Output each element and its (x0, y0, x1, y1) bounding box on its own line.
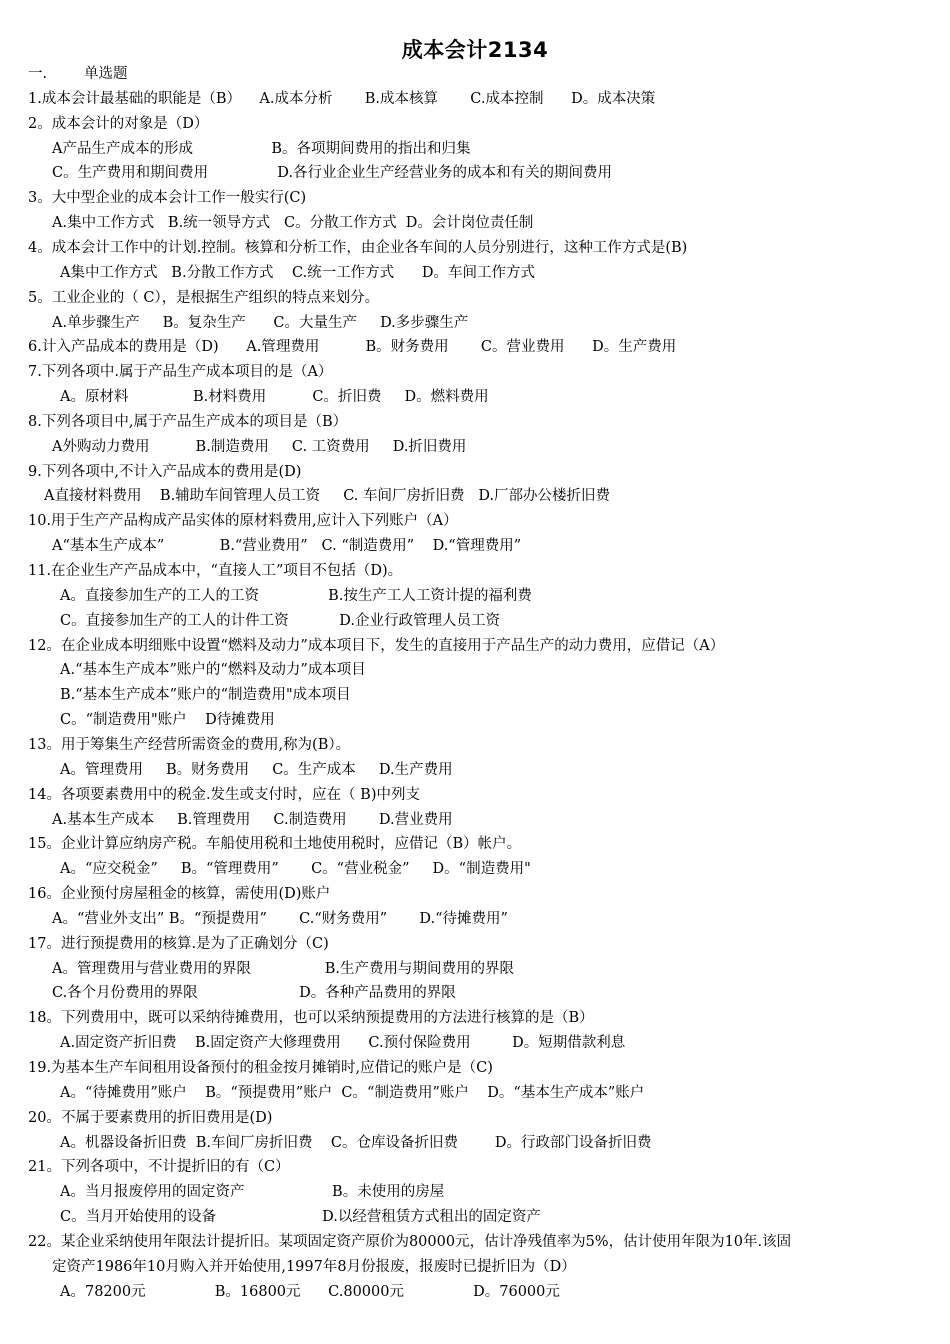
question-line: 14。各项要素费用中的税金.发生或支付时，应在（ B)中列支 (28, 786, 420, 803)
question-line: A集中工作方式 B.分散工作方式 C.统一工作方式 D。车间工作方式 (60, 264, 535, 281)
question-line: 3。大中型企业的成本会计工作一般实行(C) (28, 190, 307, 207)
question-line: A.“基本生产成本”账户的“燃料及动力”成本项目 (60, 662, 366, 679)
question-line: A。“应交税金” B。“管理费用” C。“营业税金” D。“制造费用" (60, 861, 531, 878)
question-line: 15。企业计算应纳房产税。车船使用税和土地使用税时，应借记（B）帐户。 (28, 836, 522, 853)
question-line: A。当月报废停用的固定资产 B。未使用的房屋 (60, 1184, 445, 1201)
question-line: 6.计入产品成本的费用是（D) A.管理费用 B。财务费用 C。营业费用 D。生产费用 (28, 339, 677, 356)
question-line: C。“制造费用"账户 D待摊费用 (60, 712, 275, 729)
question-line: C。生产费用和期间费用 D.各行业企业生产经营业务的成本和有关的期间费用 (52, 165, 612, 182)
question-line: A。78200元 B。16800元 C.80000元 D。76000元 (60, 1283, 560, 1300)
question-line: A.固定资产折旧费 B.固定资产大修理费用 C.预付保险费用 D。短期借款利息 (60, 1035, 626, 1052)
question-line: 17。进行预提费用的核算.是为了正确划分（C) (28, 935, 329, 952)
question-line: 11.在企业生产产品成本中，“直接人工”项目不包括（D)。 (28, 563, 403, 579)
question-line: 5。工业企业的（ C），是根据生产组织的特点来划分。 (28, 289, 380, 306)
question-line: A。机器设备折旧费 B.车间厂房折旧费 C。仓库设备折旧费 D。行政部门设备折旧费 (60, 1134, 652, 1151)
question-line: 2。成本会计的对象是（D） (28, 115, 209, 132)
question-line: 7.下列各项中.属于产品生产成本项目的是（A） (28, 364, 333, 381)
question-line: 8.下列各项目中,属于产品生产成本的项目是（B） (28, 413, 348, 430)
question-line: 16。企业预付房屋租金的核算，需使用(D)账户 (28, 886, 331, 903)
question-line: 1.成本会计最基础的职能是（B） A.成本分析 B.成本核算 C.成本控制 D。成本决策 (28, 90, 656, 107)
question-line: 13。用于筹集生产经营所需资金的费用,称为(B）。 (28, 736, 351, 753)
question-line: A.集中工作方式 B.统一领导方式 C。分散工作方式 D。会计岗位责任制 (52, 215, 534, 232)
question-line: A。管理费用 B。财务费用 C。生产成本 D.生产费用 (60, 761, 453, 778)
question-line: 21。下列各项中，不计提折旧的有（C） (28, 1159, 290, 1176)
question-line: A。直接参加生产的工人的工资 B.按生产工人工资计提的福利费 (60, 587, 532, 604)
question-line: 4。成本会计工作中的计划.控制。核算和分析工作，由企业各车间的人员分别进行，这种工作方式是(B) (28, 239, 688, 256)
question-line: 20。不属于要素费用的折旧费用是(D) (28, 1109, 273, 1126)
question-line: A外购动力费用 B.制造费用 C. 工资费用 D.折旧费用 (52, 438, 467, 455)
question-line: A。“待摊费用”账户 B。“预提费用”账户 C。“制造费用”账户 D。“基本生产成本”账户 (60, 1084, 645, 1101)
question-line: C.各个月份费用的界限 D。各种产品费用的界限 (52, 985, 456, 1002)
question-line: A。“营业外支出” B。“预提费用” C.“财务费用” D.“待摊费用” (52, 910, 508, 927)
question-line: 19.为基本生产车间租用设备预付的租金按月摊销时,应借记的账户是（C) (28, 1060, 493, 1076)
question-line: C。当月开始使用的设备 D.以经营租赁方式租出的固定资产 (60, 1209, 541, 1226)
question-line: 12。在企业成本明细账中设置“燃料及动力”成本项目下，发生的直接用于产品生产的动力费用，应借记（A） (28, 637, 725, 654)
question-line: A“基本生产成本” B.“营业费用” C. “制造费用” D.“管理费用” (52, 538, 522, 555)
section-heading: 一. 单选题 (28, 66, 128, 82)
question-line: A产品生产成本的形成 B。各项期间费用的指出和归集 (52, 140, 471, 157)
question-line: A.单步骤生产 B。复杂生产 C。大量生产 D.多步骤生产 (52, 314, 469, 331)
question-line: A。原材料 B.材料费用 C。折旧费 D。燃料费用 (60, 389, 489, 406)
question-line: 10.用于生产产品构成产品实体的原材料费用,应计入下列账户（A） (28, 513, 458, 530)
question-line: B.“基本生产成本”账户的“制造费用"成本项目 (60, 687, 351, 704)
question-line: C。直接参加生产的工人的计件工资 D.企业行政管理人员工资 (60, 612, 501, 629)
question-line: 22。某企业采纳使用年限法计提折旧。某项固定资产原价为80000元，估计净残值率为5%，估计使用年限为10年.该固 (28, 1233, 792, 1250)
question-line: A。管理费用与营业费用的界限 B.生产费用与期间费用的界限 (52, 960, 514, 977)
question-line: A直接材料费用 B.辅助车间管理人员工资 C. 车间厂房折旧费 D.厂部办公楼折旧费 (44, 488, 611, 505)
question-line: 9.下列各项中,不计入产品成本的费用是(D) (28, 463, 302, 480)
question-line: 定资产1986年10月购入并开始使用,1997年8月份报废，报废时已提折旧为（D） (52, 1258, 576, 1275)
question-line: A.基本生产成本 B.管理费用 C.制造费用 D.营业费用 (52, 811, 453, 828)
document-title: 成本会计2134 (401, 38, 549, 62)
question-line: 18。下列费用中，既可以采纳待摊费用，也可以采纳预提费用的方法进行核算的是（B） (28, 1010, 594, 1027)
